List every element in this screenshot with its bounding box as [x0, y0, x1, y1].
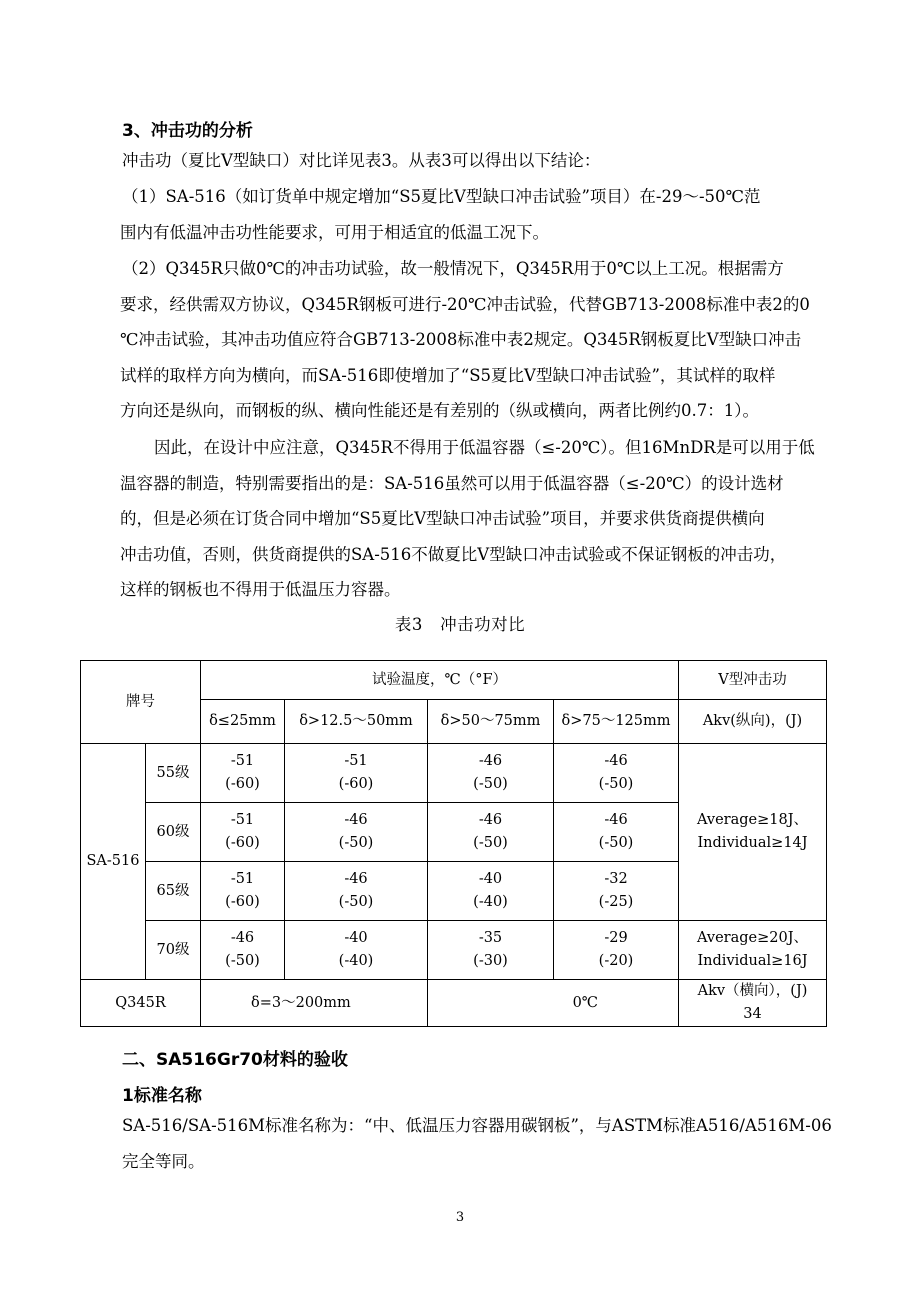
- temp-cell: -46 (-50): [428, 744, 554, 803]
- temp-cell: -46 (-50): [554, 744, 679, 803]
- impact-requirement-70: Average≥20J、 Individual≥16J: [679, 921, 827, 980]
- paragraph-line: 要求，经供需双方协议，Q345R钢板可进行-20℃冲击试验，代替GB713-2008标准中表2的0: [120, 294, 810, 314]
- paragraph-line: 因此，在设计中应注意，Q345R不得用于低温容器（≤-20℃）。但16MnDR是可以用于低: [154, 438, 815, 457]
- paragraph-intro: [122, 143, 829, 179]
- temp-cell: -51 (-60): [285, 744, 428, 803]
- paragraph-line: （1）SA-516（如订货单中规定增加“S5夏比V型缺口冲击试验”项目）在-29～-50℃范: [122, 187, 761, 206]
- page-number: 3: [455, 1210, 465, 1225]
- temp-cell: -46 (-50): [554, 803, 679, 862]
- paragraph-design-note: [122, 430, 829, 608]
- paragraph-conclusion-1: [122, 179, 829, 250]
- temp-cell: -51 (-60): [201, 803, 285, 862]
- q345r-impact: Akv（横向），(J) 34: [679, 980, 827, 1027]
- header-range: δ>75～125mm: [554, 700, 679, 744]
- temp-cell: -51 (-60): [201, 744, 285, 803]
- table-row: [81, 980, 827, 1027]
- q345r-label: Q345R: [81, 980, 201, 1027]
- paragraph-line: 冲击功值，否则，供货商提供的SA-516不做夏比V型缺口冲击试验或不保证钢板的冲击功，: [120, 544, 787, 564]
- table-row: [81, 921, 827, 980]
- paragraph-line: 温容器的制造，特别需要指出的是：SA-516虽然可以用于低温容器（≤-20℃）的设计选材: [120, 473, 784, 493]
- sa516-label: SA-516: [81, 744, 146, 980]
- paragraph-line: 围内有低温冲击功性能要求，可用于相适宜的低温工况下。: [120, 222, 549, 242]
- grade-cell: 70级: [146, 921, 201, 980]
- paragraph-standard-name: [122, 1108, 832, 1179]
- header-akv-longitudinal: Akv(纵向)，(J): [679, 700, 827, 744]
- paragraph-line: （2）Q345R只做0℃的冲击功试验，故一般情况下，Q345R用于0℃以上工况。根据需方: [122, 259, 784, 278]
- q345r-temp: 0℃: [428, 980, 679, 1027]
- paragraph-line: 试样的取样方向为横向，而SA-516即使增加了“S5夏比V型缺口冲击试验”，其试样的取样: [120, 365, 776, 385]
- grade-cell: 55级: [146, 744, 201, 803]
- temp-cell: -46 (-50): [285, 862, 428, 921]
- temp-cell: -46 (-50): [428, 803, 554, 862]
- temp-cell: -46 (-50): [201, 921, 285, 980]
- header-test-temperature: 试验温度，℃（°F）: [201, 661, 679, 700]
- temp-cell: -46 (-50): [285, 803, 428, 862]
- temp-cell: -29 (-20): [554, 921, 679, 980]
- header-range: δ≤25mm: [201, 700, 285, 744]
- sub-heading-standard-name: 1标准名称: [122, 1086, 202, 1106]
- paragraph-line: ℃冲击试验，其冲击功值应符合GB713-2008标准中表2规定。Q345R钢板夏比V型缺口冲击: [120, 330, 802, 349]
- paragraph-line: SA-516/SA-516M标准名称为：“中、低温压力容器用碳钢板”，与ASTM标准A516/A516M-06: [122, 1116, 832, 1135]
- paragraph-line: 完全等同。: [122, 1151, 205, 1171]
- paragraph-line: 冲击功（夏比V型缺口）对比详见表3。从表3可以得出以下结论：: [122, 151, 601, 170]
- section-heading-acceptance: 二、SA516Gr70材料的验收: [122, 1050, 348, 1070]
- section-heading-impact-analysis: 3、冲击功的分析: [122, 121, 253, 141]
- temp-cell: -35 (-30): [428, 921, 554, 980]
- temp-cell: -51 (-60): [201, 862, 285, 921]
- temp-cell: -40 (-40): [428, 862, 554, 921]
- header-grade: 牌号: [81, 661, 201, 744]
- paragraph-conclusion-2: [122, 251, 829, 429]
- table-caption: 表3 冲击功对比: [394, 615, 526, 634]
- paragraph-line: 这样的钢板也不得用于低温压力容器。: [120, 580, 401, 599]
- temp-cell: -40 (-40): [285, 921, 428, 980]
- impact-requirement-55-65: Average≥18J、 Individual≥14J: [679, 744, 827, 921]
- q345r-thickness: δ=3～200mm: [201, 980, 428, 1027]
- temp-cell: -32 (-25): [554, 862, 679, 921]
- table-header-row: [81, 661, 827, 700]
- impact-comparison-table: [80, 660, 827, 1027]
- header-range: δ>50～75mm: [428, 700, 554, 744]
- grade-cell: 60级: [146, 803, 201, 862]
- paragraph-line: 方向还是纵向，而钢板的纵、横向性能还是有差别的（纵或横向，两者比例约0.7：1）。: [120, 401, 759, 420]
- header-range: δ>12.5～50mm: [285, 700, 428, 744]
- grade-cell: 65级: [146, 862, 201, 921]
- header-v-impact: V型冲击功: [679, 661, 827, 700]
- table-row: [81, 744, 827, 803]
- paragraph-line: 的，但是必须在订货合同中增加“S5夏比V型缺口冲击试验”项目，并要求供货商提供横向: [120, 509, 765, 528]
